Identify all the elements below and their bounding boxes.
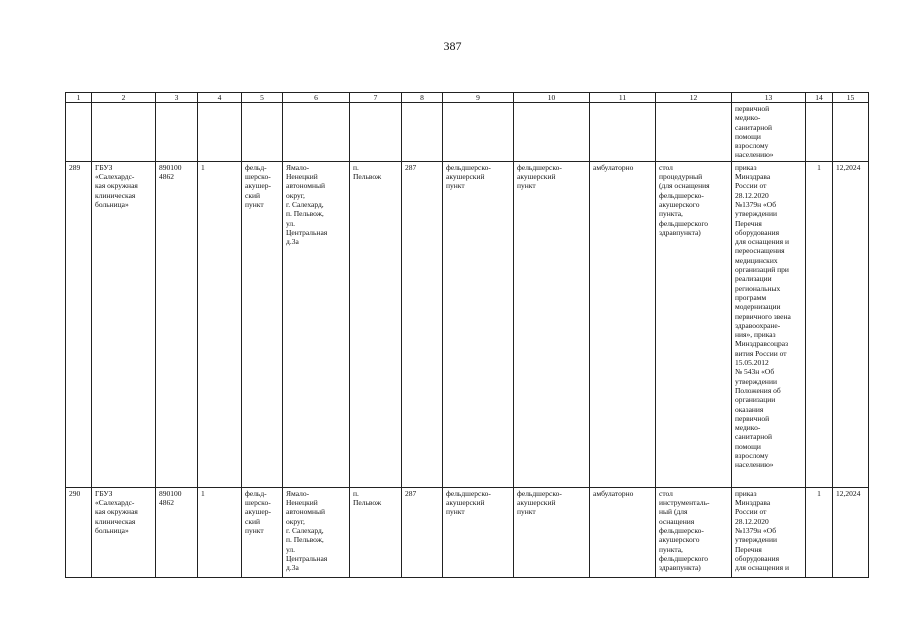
col-header-9: 9	[443, 93, 514, 103]
cell	[402, 103, 443, 162]
continuation-legal-basis: первичной медико- санитарной помощи взрослому населению»	[732, 103, 806, 162]
col-header-6: 6	[283, 93, 350, 103]
organization-name: ГБУЗ «Салехардс- кая окружная клиническая больница»	[92, 161, 156, 487]
facility-type: фельд- шерско- акушер- ский пункт	[242, 161, 283, 487]
cell	[156, 103, 198, 162]
cell	[833, 103, 869, 162]
address: Ямало- Ненецкий автономный округ, г. Салехард, п. Пельвож, ул. Центральная д.3а	[283, 487, 350, 577]
cell	[92, 103, 156, 162]
unit-name: фельдшерско- акушерский пункт	[443, 161, 514, 487]
settlement: п. Пельвож	[350, 487, 402, 577]
cell	[66, 103, 92, 162]
deadline: 12,2024	[833, 161, 869, 487]
inn-code: 890100 4862	[156, 487, 198, 577]
cell	[806, 103, 833, 162]
col-header-10: 10	[514, 93, 590, 103]
quantity: 1	[806, 487, 833, 577]
cell	[242, 103, 283, 162]
col-header-2: 2	[92, 93, 156, 103]
population: 287	[402, 487, 443, 577]
population: 287	[402, 161, 443, 487]
col-header-5: 5	[242, 93, 283, 103]
col-header-3: 3	[156, 93, 198, 103]
cell	[443, 103, 514, 162]
equipment-name: стол процедурный (для оснащения фельдшерско- акушерского пункта, фельдшерского здравпункта)	[656, 161, 732, 487]
col-header-4: 4	[198, 93, 242, 103]
address: Ямало- Ненецкий автономный округ, г. Салехард, п. Пельвож, ул. Центральная д.3а	[283, 161, 350, 487]
inn-code: 890100 4862	[156, 161, 198, 487]
deadline: 12,2024	[833, 487, 869, 577]
legal-basis: приказ Минздрава России от 28.12.2020 №1379н «Об утверждении Перечня оборудования для оснащения и	[732, 487, 806, 577]
col-header-13: 13	[732, 93, 806, 103]
col-header-14: 14	[806, 93, 833, 103]
care-condition: амбулаторно	[590, 487, 656, 577]
unit-name: фельдшерско- акушерский пункт	[443, 487, 514, 577]
quantity: 1	[806, 161, 833, 487]
table-row	[66, 161, 869, 487]
unit-code: 1	[198, 161, 242, 487]
facility-type: фельд- шерско- акушер- ский пункт	[242, 487, 283, 577]
cell	[514, 103, 590, 162]
organization-name: ГБУЗ «Салехардс- кая окружная клиническая больница»	[92, 487, 156, 577]
row-number: 289	[66, 161, 92, 487]
settlement: п. Пельвож	[350, 161, 402, 487]
continuation-row	[66, 103, 869, 162]
care-condition: амбулаторно	[590, 161, 656, 487]
col-header-1: 1	[66, 93, 92, 103]
department: фельдшерско- акушерский пункт	[514, 487, 590, 577]
col-header-11: 11	[590, 93, 656, 103]
cell	[283, 103, 350, 162]
legal-basis: приказ Минздрава России от 28.12.2020 №1379н «Об утверждении Перечня оборудования для оснащения и переоснащения медицинских организаций при реализации региональных программ модернизации первичного звена здравоохране- ния», приказ Минздравсоцраз вития России от 15.05.2012 № 543н «Об утверждении Положения об организации оказания первичной медико- санитарной помощи взрослому населению»	[732, 161, 806, 487]
cell	[198, 103, 242, 162]
equipment-name: стол инструменталь- ный (для оснащения фельдшерско- акушерского пункта, фельдшерского здравпункта)	[656, 487, 732, 577]
equipment-table	[65, 92, 869, 578]
col-header-12: 12	[656, 93, 732, 103]
cell	[590, 103, 656, 162]
column-number-row	[66, 93, 869, 103]
cell	[656, 103, 732, 162]
col-header-8: 8	[402, 93, 443, 103]
department: фельдшерско- акушерский пункт	[514, 161, 590, 487]
unit-code: 1	[198, 487, 242, 577]
col-header-15: 15	[833, 93, 869, 103]
cell	[350, 103, 402, 162]
table-row	[66, 487, 869, 577]
col-header-7: 7	[350, 93, 402, 103]
row-number: 290	[66, 487, 92, 577]
page-number: 387	[443, 39, 462, 53]
